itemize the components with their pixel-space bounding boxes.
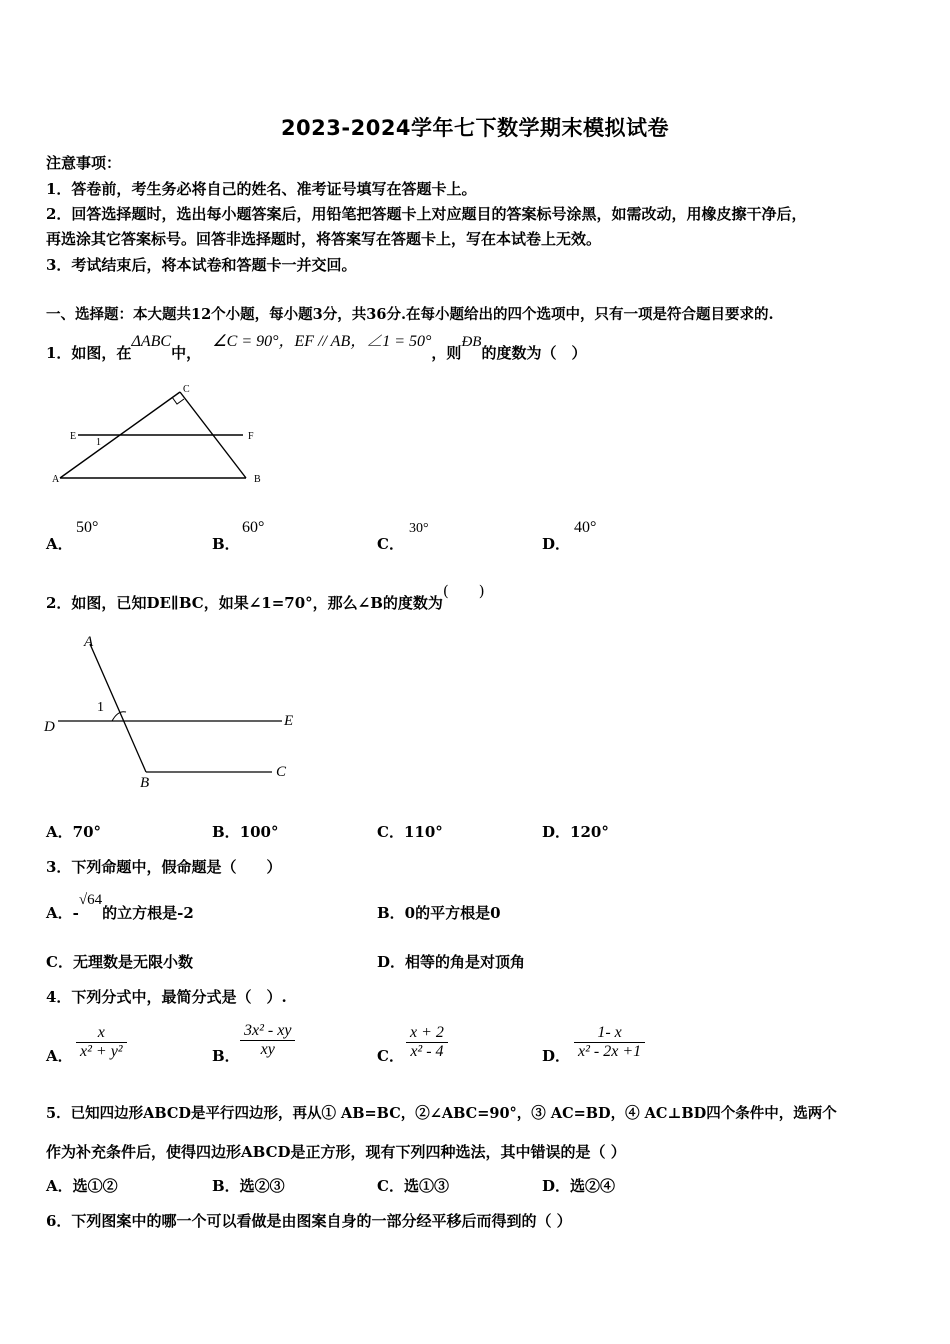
q5-stem-line2: 作为补充条件后，使得四边形ABCD是正方形，现有下列四种选法，其中错误的是（ ）	[46, 1143, 626, 1161]
q3-option-c[interactable]: C．无理数是无限小数	[46, 953, 193, 971]
q2-option-c-value: 110°	[403, 823, 443, 841]
q2-label-a: A	[84, 634, 94, 650]
q1-prefix: 1．如图，在	[46, 344, 132, 362]
q4-option-b-label[interactable]: B．	[212, 1047, 240, 1065]
q4-option-c-num: x + 2	[410, 1024, 444, 1041]
q6-stem: 6．下列图案中的哪一个可以看做是由图案自身的一部分经平移后而得到的（ ）	[46, 1212, 572, 1230]
q4-option-d-fraction	[574, 1024, 645, 1061]
q2-option-d[interactable]	[542, 821, 609, 842]
q4-option-a-num: x	[97, 1024, 105, 1041]
q4-option-a-den: x² + y²	[76, 1042, 127, 1061]
q1-right-angle-mark	[172, 397, 184, 404]
q1-triangle: ΔABC	[131, 333, 172, 350]
q2-option-b-label: B．	[212, 823, 240, 841]
q1-label-c: C	[183, 384, 190, 395]
q1-option-b-label: B．	[212, 535, 240, 553]
q2-label-c: C	[276, 764, 287, 780]
section-1-header: 一、选择题：本大题共12个小题，每小题3分，共36分.在每小题给出的四个选项中，只有一项是符合题目要求的.	[46, 306, 774, 323]
q5-option-b[interactable]: B．选②③	[212, 1177, 285, 1195]
q4-option-c-label[interactable]: C．	[377, 1047, 404, 1065]
q4-option-b-num: 3x² - xy	[244, 1022, 292, 1039]
notice-heading: 注意事项：	[46, 154, 122, 172]
notice-item-2b: 再选涂其它答案标号。回答非选择题时，将答案写在答题卡上，写在本试卷上无效。	[46, 230, 602, 248]
q2-angle-arc	[112, 712, 126, 721]
q1-label-e: E	[70, 431, 77, 442]
q3-option-a-text: 的立方根是-2	[102, 904, 194, 922]
notice-item-3: 3．考试结束后，将本试卷和答题卡一并交回。	[46, 256, 357, 274]
q2-label-e: E	[284, 713, 294, 729]
notice-item-2a: 2．回答选择题时，选出每小题答案后，用铅笔把答题卡上对应题目的答案标号涂黑，如需改动，用橡皮擦干净后，	[46, 205, 807, 223]
q2-label-b: B	[140, 775, 150, 791]
q2-option-a[interactable]	[46, 821, 101, 842]
q3-option-a[interactable]	[46, 892, 194, 923]
q4-option-d-label[interactable]: D．	[542, 1047, 571, 1065]
q1-option-c-label: C．	[377, 535, 404, 553]
q3-option-a-label: A．-	[46, 904, 79, 922]
q4-stem: 4．下列分式中，最简分式是（ ）.	[46, 988, 287, 1006]
q2-paren: ( )	[442, 582, 485, 600]
q1-suffix: 的度数为（ ）	[481, 344, 587, 362]
q1-label-a: A	[52, 474, 60, 485]
q3-option-a-sqrt: √64	[78, 892, 103, 908]
q1-mid: 中，	[171, 344, 202, 362]
q2-option-c-label: C．	[377, 823, 404, 841]
q1-option-a-value: 50°	[76, 519, 99, 536]
q5-option-c[interactable]: C．选①③	[377, 1177, 449, 1195]
q1-label-1: 1	[96, 437, 101, 448]
q1-triangle-figure	[50, 380, 280, 495]
q2-option-a-value: 70°	[72, 823, 102, 841]
q1-condition: ∠C = 90°，EF // AB，∠1 = 50°	[212, 333, 432, 350]
q2-option-d-label: D．	[542, 823, 571, 841]
q4-option-b-den: xy	[240, 1040, 295, 1059]
q3-stem: 3．下列命题中，假命题是（ ）	[46, 858, 282, 876]
q1-label-b: B	[254, 474, 261, 485]
q4-option-a-fraction	[76, 1024, 127, 1061]
q2-option-b[interactable]	[212, 821, 279, 842]
q1-option-b[interactable]	[212, 519, 265, 554]
q2-option-a-label: A．	[46, 823, 73, 841]
q2-parallel-figure	[40, 626, 310, 796]
q3-option-b[interactable]: B．0的平方根是0	[377, 904, 501, 922]
q2-option-b-value: 100°	[239, 823, 279, 841]
q1-option-d-label: D．	[542, 535, 571, 553]
q3-option-d[interactable]: D．相等的角是对顶角	[377, 953, 526, 971]
q5-stem-line1: 5．已知四边形ABCD是平行四边形，再从① AB=BC，②∠ABC=90°，③ AC=BD，④ AC⊥BD四个条件中，选两个	[46, 1105, 837, 1122]
q4-option-d-den: x² - 2x +1	[574, 1042, 645, 1061]
q2-stem	[46, 582, 485, 613]
q2-option-d-value: 120°	[570, 823, 609, 841]
q2-option-c[interactable]	[377, 821, 443, 842]
q2-label-1: 1	[97, 700, 104, 715]
q1-option-d[interactable]	[542, 519, 597, 554]
q1-option-a-label: A．	[46, 535, 73, 553]
q1-option-a[interactable]	[46, 519, 99, 554]
q1-label-f: F	[248, 431, 254, 442]
q2-label-d: D	[44, 719, 55, 735]
q1-stem	[46, 333, 587, 363]
q1-angle-b: ÐB	[461, 334, 482, 350]
page-title: 2023-2024学年七下数学期末模拟试卷	[280, 116, 670, 140]
q1-option-c[interactable]	[377, 521, 429, 554]
q5-option-a[interactable]: A．选①②	[46, 1177, 118, 1195]
q4-option-c-den: x² - 4	[406, 1042, 448, 1061]
q4-option-d-num: 1- x	[597, 1024, 622, 1041]
q4-option-c-fraction	[406, 1024, 448, 1061]
notice-item-1: 1．答卷前，考生务必将自己的姓名、准考证号填写在答题卡上。	[46, 180, 477, 198]
q4-option-a-label[interactable]: A．	[46, 1047, 73, 1065]
q5-option-d[interactable]: D．选②④	[542, 1177, 616, 1195]
q1-option-b-value: 60°	[242, 519, 265, 536]
q1-option-d-value: 40°	[574, 519, 597, 536]
q4-option-b-fraction	[240, 1022, 295, 1059]
q1-option-c-value: 30°	[409, 521, 429, 536]
q1-then: ，则	[431, 344, 462, 362]
q2-stem-text: 2．如图，已知DE∥BC，如果∠1=70°，那么∠B的度数为	[46, 594, 443, 612]
